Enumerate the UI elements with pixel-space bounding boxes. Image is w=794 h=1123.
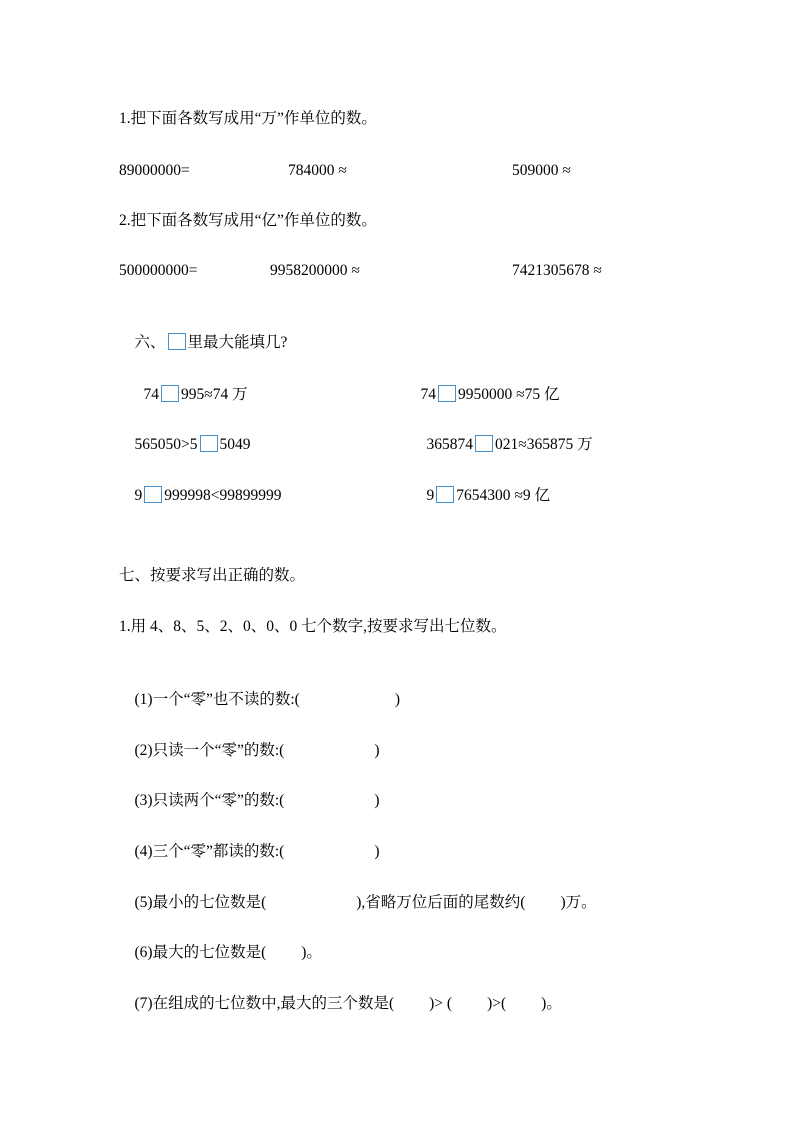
s6-item-4-pre: 365874 (426, 436, 473, 453)
s7-p1-text: (1)一个“零”也不读的数:( (134, 691, 300, 708)
s7-p7-text: (7)在组成的七位数中,最大的三个数是( (134, 995, 395, 1012)
section6-title-prefix: 六、 (134, 334, 166, 351)
s6-item-5-pre: 9 (134, 487, 143, 504)
s7-p3-close: ) (374, 792, 380, 809)
s7-p4-close: ) (374, 843, 380, 860)
s6-item-1-pre: 74 (143, 386, 159, 403)
s6-item-3-post: 5049 (219, 436, 251, 453)
s6-item-3-pre: 565050>5 (134, 436, 198, 453)
s7-p2-close: ) (374, 742, 380, 759)
s7-p2-text: (2)只读一个“零”的数:( (134, 742, 285, 759)
section6-title-suffix: 里最大能填几? (187, 334, 288, 351)
s7-p3-text: (3)只读两个“零”的数:( (134, 792, 285, 809)
blank-box[interactable] (144, 486, 162, 503)
s7-p7-sep-1: )> ( (429, 995, 453, 1012)
blank-box[interactable] (436, 486, 454, 503)
s7-p6-close: )。 (301, 944, 322, 961)
s5-q1-item-3: 509000 ≈ (512, 162, 571, 179)
s5-q2-item-1: 500000000= (119, 262, 198, 279)
s6-item-2-post: 9950000 ≈75 亿 (458, 386, 560, 403)
s7-p4-text: (4)三个“零”都读的数:( (134, 843, 285, 860)
s7-p7-sep-2: )>( (487, 995, 507, 1012)
s7-p5-text-mid: ),省略万位后面的尾数约( (356, 894, 526, 911)
s7-p1-close: ) (394, 691, 400, 708)
section5-q2-title: 2.把下面各数写成用“亿”作单位的数。 (119, 212, 377, 229)
s6-item-2-pre: 74 (420, 386, 436, 403)
blank-box[interactable] (438, 385, 456, 402)
blank-box[interactable] (161, 385, 179, 402)
section7-title: 七、按要求写出正确的数。 (119, 567, 306, 584)
s5-q1-item-1: 89000000= (119, 162, 190, 179)
s6-item-6 (411, 463, 550, 529)
s5-q2-item-3: 7421305678 ≈ (512, 262, 602, 279)
blank-box[interactable] (475, 435, 493, 452)
s5-q1-item-2: 784000 ≈ (288, 162, 347, 179)
s7-p5-text: (5)最小的七位数是( (134, 894, 267, 911)
blank-box[interactable] (200, 435, 218, 452)
s6-item-6-post: 7654300 ≈9 亿 (456, 487, 551, 504)
section5-q1-title: 1.把下面各数写成用“万”作单位的数。 (119, 110, 377, 127)
s6-item-1-post: 995≈74 万 (181, 386, 248, 403)
s7-p6-text: (6)最大的七位数是( (134, 944, 267, 961)
s6-item-4-post: 021≈365875 万 (495, 436, 593, 453)
s7-p7 (119, 971, 562, 1037)
s7-p7-close: )。 (541, 995, 562, 1012)
s5-q2-item-2: 9958200000 ≈ (270, 262, 360, 279)
s6-item-6-pre: 9 (426, 487, 435, 504)
s7-q1-title: 1.用 4、8、5、2、0、0、0 七个数字,按要求写出七位数。 (119, 618, 507, 635)
blank-box[interactable] (168, 333, 186, 350)
s6-item-5 (119, 463, 282, 529)
s6-item-5-post: 999998<99899999 (164, 487, 282, 504)
s7-p5-text-end: )万。 (560, 894, 597, 911)
